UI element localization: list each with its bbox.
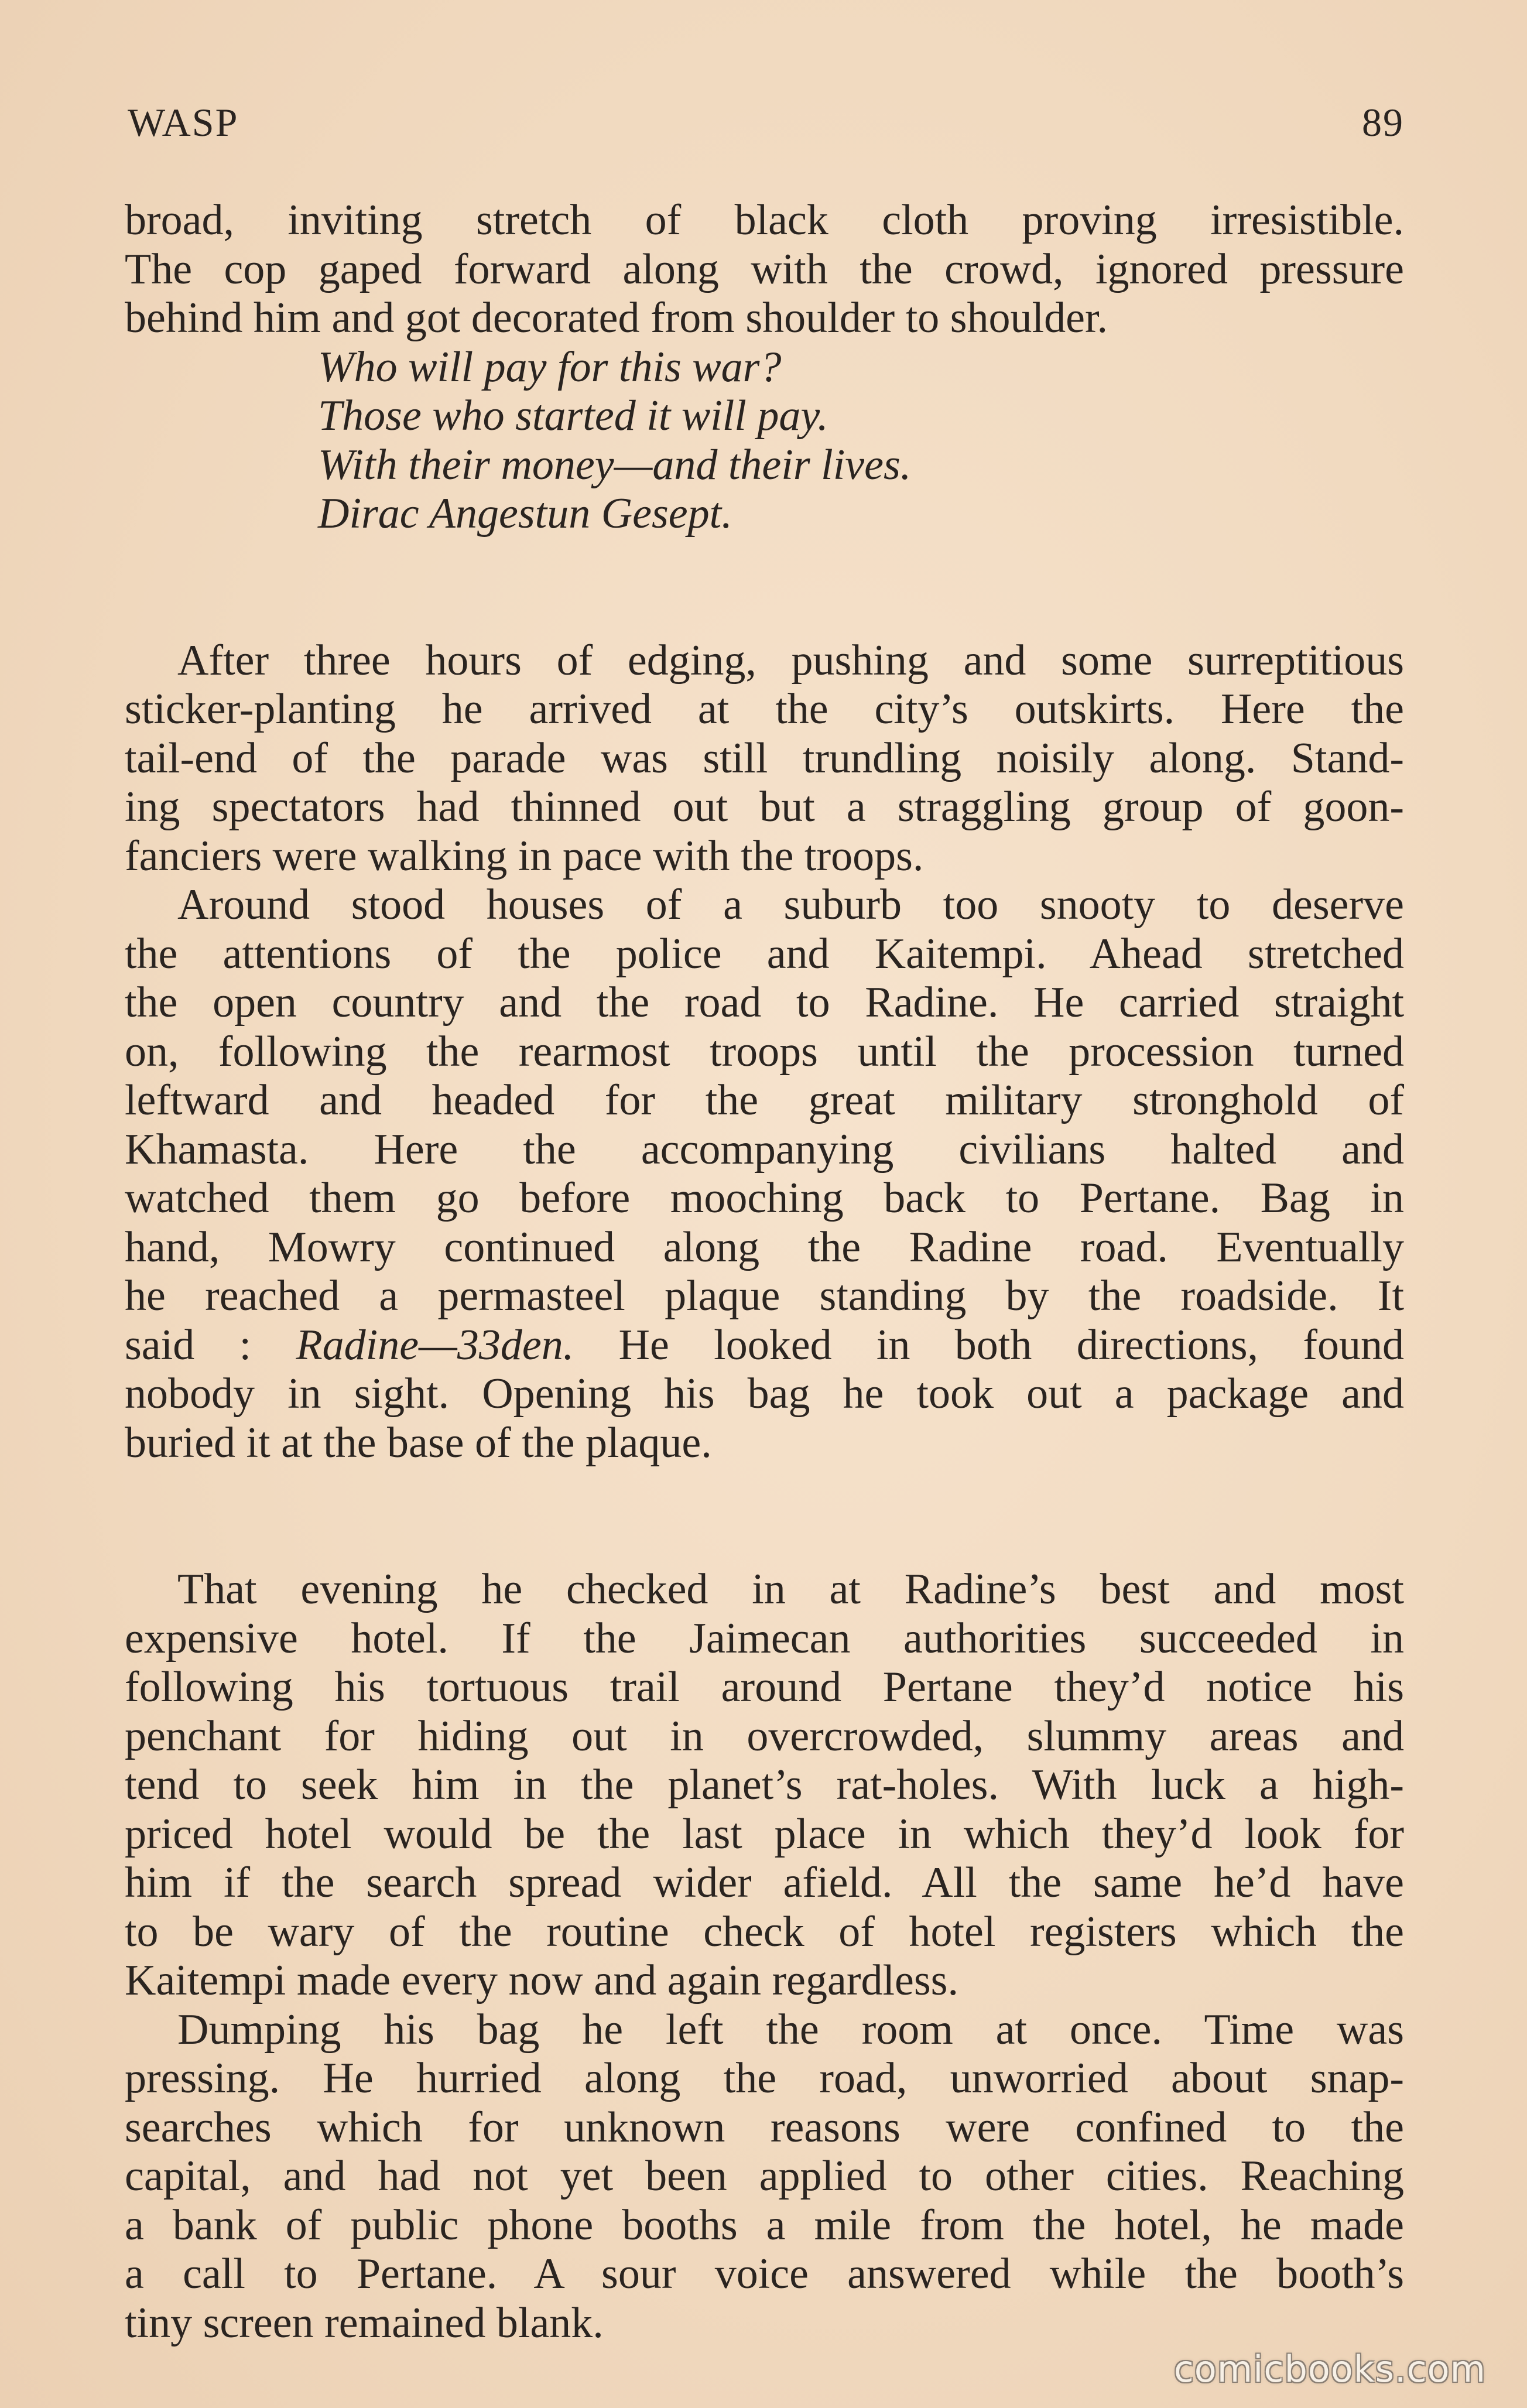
text-line: fanciers were walking in pace with the troops. [125,832,924,880]
text-line: Around stood houses of a suburb too snooty to deserve [177,881,1404,929]
text-line: the open country and the road to Radine. He carried straight [125,979,1404,1027]
body-text [125,196,1404,2348]
text-line: pressing. He hurried along the road, unworried about snap- [125,2054,1404,2102]
text-fragment: He looked in both directions, found [574,1321,1405,1369]
text-line: sticker-planting he arrived at the city’s outskirts. Here the [125,685,1404,733]
text-line: behind him and got decorated from shoulder to shoulder. [125,294,1108,342]
text-line: nobody in sight. Opening his bag he took out a package and [125,1370,1404,1418]
verse-line: With their money—and their lives. [318,440,912,489]
text-line: buried it at the base of the plaque. [125,1418,712,1467]
text-line: Kaitempi made every now and again regardless. [125,1956,958,2005]
text-line: to be wary of the routine check of hotel registers which the [125,1907,1404,1956]
text-line: tend to seek him in the planet’s rat-holes. With luck a high- [125,1761,1404,1809]
text-line: tiny screen remained blank. [125,2298,604,2347]
text-line: on, following the rearmost troops until the procession turned [125,1027,1404,1076]
text-line: following his tortuous trail around Pertane they’d notice his [125,1663,1404,1711]
page-number: 89 [1362,100,1404,145]
text-line: expensive hotel. If the Jaimecan authorities succeeded in [125,1614,1404,1663]
text-line: he reached a permasteel plaque standing by the roadside. It [125,1272,1404,1320]
paragraph-2 [125,637,1404,881]
text-line: That evening he checked in at Radine’s best and most [177,1565,1404,1613]
text-line: hand, Mowry continued along the Radine road. Eventually [125,1223,1404,1271]
paragraph-4 [125,1565,1404,2006]
verse-line: Dirac Angestun Gesept. [318,490,732,538]
text-line: a bank of public phone booths a mile from the hotel, he made [125,2201,1404,2249]
text-fragment: said : [125,1321,296,1369]
text-line [125,1321,1404,1370]
text-line: tail-end of the parade was still trundling noisily along. Stand- [125,734,1404,782]
text-line: leftward and headed for the great military stronghold of [125,1076,1404,1124]
text-line: searches which for unknown reasons were confined to the [125,2103,1404,2152]
text-line: priced hotel would be the last place in which they’d look for [125,1810,1404,1858]
watermark: comicbooks.com [1173,2348,1486,2390]
verse-line: Who will pay for this war? [318,343,782,391]
text-line: broad, inviting stretch of black cloth proving irresistible. [125,196,1404,244]
text-line: watched them go before mooching back to Pertane. Bag in [125,1174,1404,1222]
text-line: The cop gaped forward along with the crowd, ignored pressure [125,245,1404,293]
paragraph-3 [125,881,1404,1468]
text-line: After three hours of edging, pushing and some surreptitious [177,636,1404,685]
text-line: him if the search spread wider afield. All the same he’d have [125,1859,1404,1907]
text-line: Khamasta. Here the accompanying civilians halted and [125,1125,1404,1174]
text-line: a call to Pertane. A sour voice answered while the booth’s [125,2250,1404,2298]
text-line: the attentions of the police and Kaitempi. Ahead stretched [125,929,1404,978]
paragraph-1 [125,196,1404,343]
page-header [128,100,1404,164]
paragraph-5 [125,2006,1404,2348]
text-line: Dumping his bag he left the room at once. Time was [177,2005,1404,2054]
verse-line: Those who started it will pay. [318,392,828,440]
text-line: ing spectators had thinned out but a straggling group of goon- [125,783,1404,831]
section-break [125,1468,1404,1565]
text-line: capital, and had not yet been applied to other cities. Reaching [125,2152,1404,2200]
sign-text: Radine—33den. [296,1321,574,1369]
section-break [125,539,1404,637]
verse-block [318,343,1404,539]
text-line: penchant for hiding out in overcrowded, slummy areas and [125,1712,1404,1760]
running-title: WASP [128,100,239,145]
